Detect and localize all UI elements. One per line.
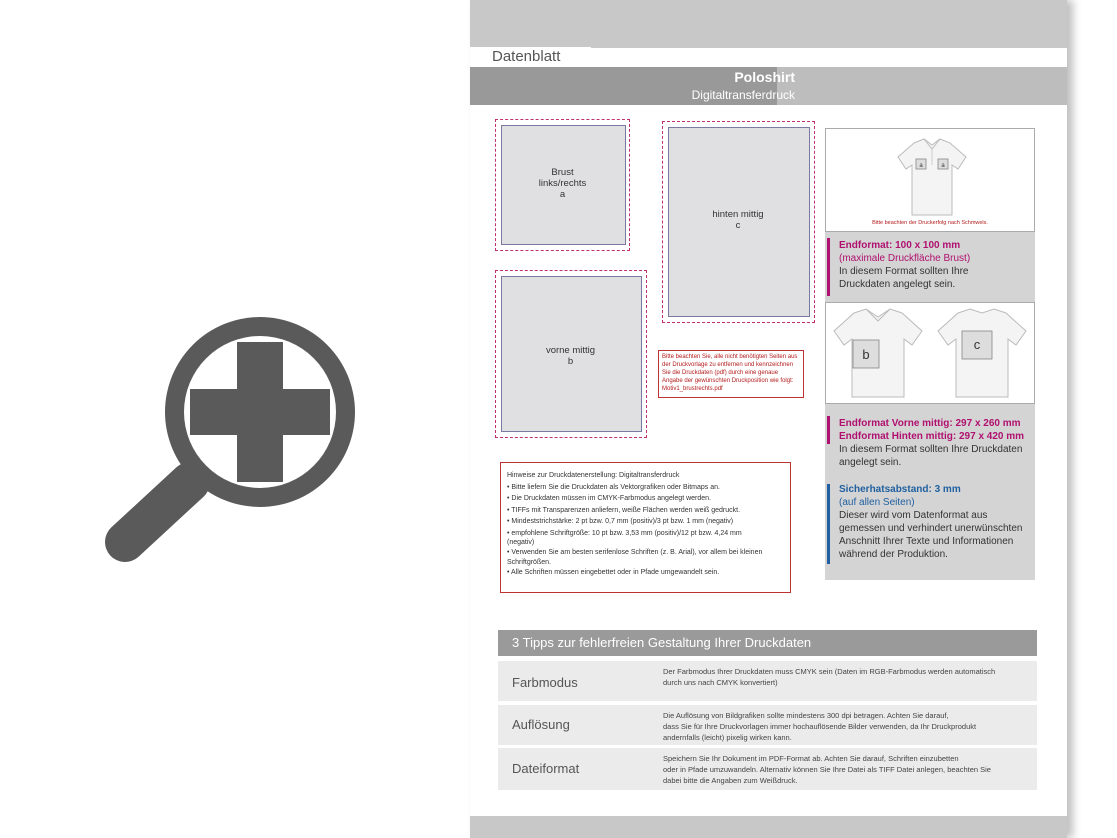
product-title: Poloshirt xyxy=(734,69,795,85)
tip-text xyxy=(663,710,1033,743)
info-vorne-text xyxy=(839,417,1035,561)
info-vorne-accent xyxy=(827,416,830,444)
tip-label: Dateiformat xyxy=(512,761,580,776)
datasheet-tab-label: Datenblatt xyxy=(470,47,591,67)
hint-item: • Alle Schriften müssen eingebettet oder in Pfade umgewandelt sein. xyxy=(507,568,720,576)
shirt-vorne-label: b xyxy=(862,347,870,362)
safety-title: Sicherhatsabstand: 3 mm xyxy=(839,484,961,495)
hint-item: Schriftgrößen. xyxy=(507,558,551,566)
tip-text-line: Die Auflösung von Bildgrafiken sollte mindestens 300 dpi betragen. Achten Sie darauf, xyxy=(663,711,949,720)
print-position-note: Bitte beachten Sie, alle nicht benötigten Seiten aus der Druckvorlage zu entfernen und kennzeichnen Sie die Druckdaten (pdf) durch eine genaue Angabe der gewünschten Druckposition wie folgt: Motiv1_brustrechts.pdf xyxy=(658,350,804,398)
polo-front-icon xyxy=(892,135,972,219)
shirt-front-label-right: a xyxy=(941,163,945,169)
tip-text-line: dabei bitte die Angaben zum Weißdruck. xyxy=(663,776,798,785)
info-vorne-text2: angelegt sein. xyxy=(839,457,902,468)
tip-text-line: durch uns nach CMYK konvertiert) xyxy=(663,678,778,687)
safety-text3: Anschnitt Ihrer Texte und Informationen xyxy=(839,536,1014,547)
info-brust-text xyxy=(839,239,970,291)
shirt-hinten-label: c xyxy=(973,337,981,352)
tip-label: Auflösung xyxy=(512,717,570,732)
hint-item: • TIFFs mit Transparenzen anliefern, weiße Flächen werden weiß gedruckt. xyxy=(507,506,741,514)
hint-item: (negativ) xyxy=(507,539,535,546)
polo-vorne-icon xyxy=(826,305,930,401)
shirt-caption: Bitte beachten der Druckerfolg nach Schmwels. xyxy=(872,220,988,226)
shirt-front-box xyxy=(825,128,1035,232)
brust-label-line2: links/rechts xyxy=(538,178,587,189)
tip-row-farbmodus xyxy=(498,661,1037,701)
vorne-label-line1: vorne mittig xyxy=(545,345,596,356)
top-bar xyxy=(470,0,1067,48)
safety-text1: Dieser wird vom Datenformat aus xyxy=(839,510,988,521)
tip-text-line: Der Farbmodus Ihrer Druckdaten muss CMYK sein (Daten im RGB-Farbmodus werden automatisch xyxy=(663,667,996,676)
info-vorne-text1: In diesem Format sollten Ihre Druckdaten xyxy=(839,444,1023,455)
vorne-label-line2: b xyxy=(567,356,574,367)
vorne-label xyxy=(501,345,640,367)
info-brust-title: Endformat: 100 x 100 mm xyxy=(839,240,961,251)
info-brust-box xyxy=(825,232,1035,302)
datasheet-page xyxy=(470,0,1067,838)
info-vorne-box xyxy=(825,404,1035,580)
tip-text xyxy=(663,666,1033,688)
hinten-label-line2: c xyxy=(735,220,741,231)
info-vorne-title2: Endformat Hinten mittig: 297 x 420 mm xyxy=(839,431,1025,442)
hinten-label-line1: hinten mittig xyxy=(712,209,764,220)
polo-hinten-icon xyxy=(930,305,1034,401)
safety-text4: während der Produktion. xyxy=(839,549,948,560)
brust-label xyxy=(501,167,624,200)
info-vorne-title1: Endformat Vorne mittig: 297 x 260 mm xyxy=(839,418,1021,429)
tip-text-line: andernfalls (leicht) pixelig wirken kann. xyxy=(663,733,792,742)
bottom-bar xyxy=(470,816,1067,838)
brust-label-line1: Brust xyxy=(551,167,574,178)
hint-item: • Verwenden Sie am besten serifenlose Schriften (z. B. Arial), vor allem bei kleinen xyxy=(507,549,763,556)
hints-title: Hinweise zur Druckdatenerstellung: Digitaltransferdruck xyxy=(507,472,680,479)
tip-text xyxy=(663,753,1033,786)
title-block xyxy=(470,67,1067,105)
hints-box xyxy=(500,462,791,593)
info-brust-accent xyxy=(827,238,830,296)
hint-item: • Bitte liefern Sie die Druckdaten als Vektorgrafiken oder Bitmaps an. xyxy=(507,483,720,491)
hint-item: • empfohlene Schriftgröße: 10 pt bzw. 3,53 mm (positiv)/12 pt bzw. 4,24 mm xyxy=(507,529,742,537)
tip-text-line: Speichern Sie Ihr Dokument im PDF-Format ab. Achten Sie darauf, Schriften einzubetten xyxy=(663,754,959,763)
shirt-front-label-left: a xyxy=(919,163,923,169)
tip-text-line: dass Sie für Ihre Druckvorlagen immer hochauflösende Bilder verwenden, da Ihr Druckprodukt xyxy=(663,722,977,731)
hint-item: • Die Druckdaten müssen im CMYK-Farbmodus angelegt werden. xyxy=(507,495,711,502)
brust-label-line3: a xyxy=(559,189,566,200)
tips-header: 3 Tipps zur fehlerfreien Gestaltung Ihrer Druckdaten xyxy=(498,630,1037,656)
tip-text-line: oder in Pfade umzuwandeln. Alternativ können Sie Ihre Datei als TIFF Datei anlegen, beachten Sie xyxy=(663,765,991,774)
hinten-label xyxy=(668,209,808,231)
tip-row-aufloesung xyxy=(498,705,1037,745)
hint-item: • Mindeststrichstärke: 2 pt bzw. 0,7 mm (positiv)/3 pt bzw. 1 mm (negativ) xyxy=(507,518,734,525)
info-safety-accent xyxy=(827,484,830,564)
info-brust-text2: Druckdaten angelegt sein. xyxy=(839,279,956,290)
method-subtitle: Digitaltransferdruck xyxy=(691,88,795,102)
info-brust-text1: In diesem Format sollten Ihre xyxy=(839,266,969,277)
zoom-in-icon[interactable] xyxy=(95,290,395,570)
safety-subtitle: (auf allen Seiten) xyxy=(839,497,915,508)
tip-label: Farbmodus xyxy=(512,675,578,690)
tip-row-dateiformat xyxy=(498,748,1037,790)
safety-text2: gemessen und verhindert unerwünschten xyxy=(839,523,1023,534)
info-brust-subtitle: (maximale Druckfläche Brust) xyxy=(839,253,971,264)
shirt-back-box xyxy=(825,302,1035,404)
